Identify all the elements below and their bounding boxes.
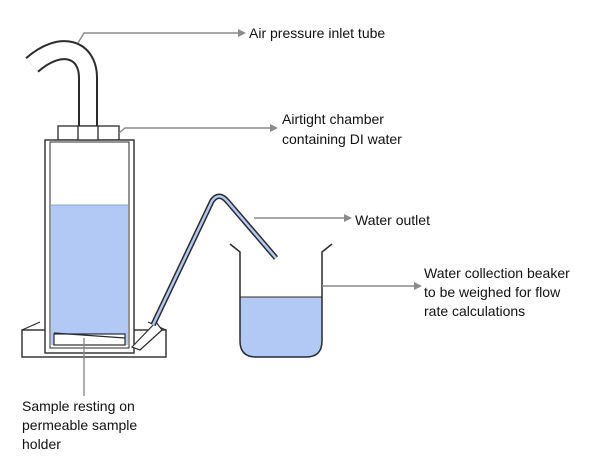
pointer-air-inlet — [78, 33, 240, 43]
label-beaker-line2: to be weighed for flow — [424, 284, 561, 300]
label-chamber-line1: Airtight chamber — [282, 111, 384, 127]
label-sample-line1: Sample resting on — [22, 398, 135, 414]
label-sample-line2: permeable sample — [22, 417, 138, 433]
label-outlet: Water outlet — [355, 212, 430, 228]
beaker-water — [240, 297, 322, 357]
label-beaker-line1: Water collection beaker — [424, 265, 570, 281]
pointer-chamber — [119, 128, 272, 133]
pointer-air-inlet-arrowhead — [238, 29, 246, 37]
label-sample-line3: holder — [22, 436, 61, 452]
pointer-chamber-arrowhead — [270, 124, 278, 132]
label-chamber-line2: containing DI water — [282, 131, 402, 147]
label-beaker-line3: rate calculations — [424, 303, 526, 319]
label-air-inlet: Air pressure inlet tube — [249, 25, 386, 41]
pointer-beaker-arrowhead — [414, 282, 422, 290]
chamber-water — [51, 205, 128, 345]
base-tray-edge-left — [22, 322, 40, 330]
air-inlet-tube-stem — [78, 126, 98, 140]
pointer-outlet-arrowhead — [344, 214, 352, 222]
